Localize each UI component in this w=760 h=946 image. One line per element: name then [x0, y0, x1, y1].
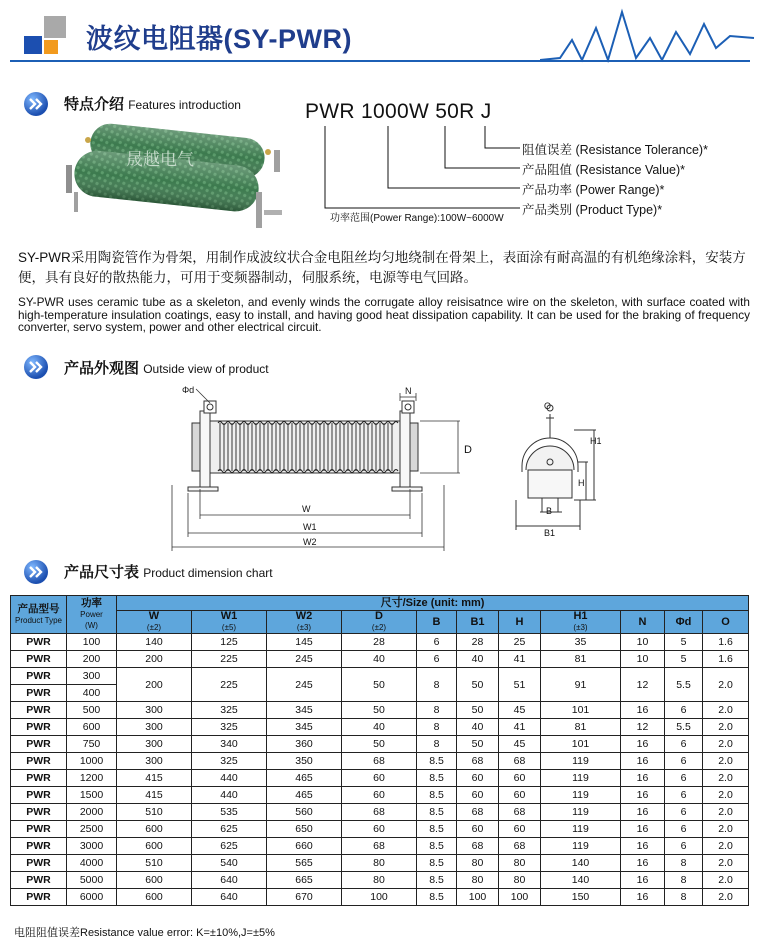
- cell-value: 350: [267, 753, 342, 770]
- dimension-title-en: Product dimension chart: [143, 566, 273, 580]
- cell-value: 510: [117, 804, 192, 821]
- cell-value: 16: [621, 889, 665, 906]
- header-col-name: O: [721, 615, 730, 628]
- cell-value: 200: [117, 668, 192, 702]
- cell-value: 6: [665, 787, 703, 804]
- cell-value: 8.5: [417, 787, 457, 804]
- cell-power: 5000: [67, 872, 117, 889]
- cell-value: 68: [457, 804, 499, 821]
- cell-type: PWR: [11, 685, 67, 702]
- cell-type: PWR: [11, 634, 67, 651]
- cell-value: 40: [457, 651, 499, 668]
- cell-power: 300: [67, 668, 117, 685]
- cell-value: 2.0: [703, 855, 749, 872]
- cell-value: 2.0: [703, 668, 749, 702]
- cell-value: 225: [192, 668, 267, 702]
- cell-value: 125: [192, 634, 267, 651]
- cell-value: 8: [417, 736, 457, 753]
- label-resistance-tolerance: 阻值误差 (Resistance Tolerance)*: [522, 143, 708, 157]
- cell-value: 600: [117, 821, 192, 838]
- header-col-4: [417, 611, 457, 634]
- label-power-range: 产品功率 (Power Range)*: [522, 183, 665, 197]
- cell-value: 8: [417, 668, 457, 702]
- cell-value: 119: [541, 838, 621, 855]
- cell-value: 2.0: [703, 753, 749, 770]
- cell-value: 360: [267, 736, 342, 753]
- dimension-title-cn: 产品尺寸表: [64, 564, 140, 581]
- cell-value: 535: [192, 804, 267, 821]
- cell-value: 625: [192, 821, 267, 838]
- cell-value: 50: [342, 702, 417, 719]
- cell-value: 6: [665, 736, 703, 753]
- cell-value: 2.0: [703, 736, 749, 753]
- cell-value: 101: [541, 702, 621, 719]
- outside-view-title-cn: 产品外观图: [64, 360, 140, 377]
- dimension-table: [10, 595, 749, 906]
- cell-value: 41: [499, 651, 541, 668]
- cell-value: 2.0: [703, 702, 749, 719]
- cell-value: 5: [665, 634, 703, 651]
- cell-value: 565: [267, 855, 342, 872]
- cell-power: 6000: [67, 889, 117, 906]
- cell-value: 10: [621, 651, 665, 668]
- cell-value: 510: [117, 855, 192, 872]
- chevron-right-icon: [24, 92, 48, 116]
- header-col-tolerance: (±5): [221, 623, 237, 632]
- cell-type: PWR: [11, 838, 67, 855]
- cell-value: 145: [267, 634, 342, 651]
- cell-type: PWR: [11, 719, 67, 736]
- cell-value: 325: [192, 753, 267, 770]
- cell-value: 8: [417, 719, 457, 736]
- cell-value: 80: [342, 855, 417, 872]
- cell-value: 200: [117, 651, 192, 668]
- header-col-name: W1: [220, 610, 238, 622]
- header-col-10: [703, 611, 749, 634]
- cell-value: 600: [117, 872, 192, 889]
- cell-value: 101: [541, 736, 621, 753]
- product-photo: [60, 110, 290, 240]
- dim-label-B1: B1: [544, 528, 556, 538]
- label-product-type: 产品类别 (Product Type)*: [522, 203, 663, 217]
- features-title-en: Features introduction: [128, 98, 241, 112]
- cell-value: 60: [457, 770, 499, 787]
- model-code: PWR 1000W 50R J: [305, 100, 492, 123]
- cell-value: 68: [457, 838, 499, 855]
- cell-type: PWR: [11, 770, 67, 787]
- cell-value: 440: [192, 770, 267, 787]
- dim-label-D: D: [464, 444, 472, 456]
- cell-power: 4000: [67, 855, 117, 872]
- table-row: [11, 804, 749, 821]
- cell-value: 2.0: [703, 838, 749, 855]
- cell-value: 150: [541, 889, 621, 906]
- header-col-tolerance: (±2): [371, 623, 387, 632]
- cell-value: 50: [457, 668, 499, 702]
- cell-value: 8.5: [417, 804, 457, 821]
- cell-value: 345: [267, 719, 342, 736]
- cell-value: 28: [342, 634, 417, 651]
- cell-value: 100: [342, 889, 417, 906]
- cell-type: PWR: [11, 821, 67, 838]
- cell-value: 2.0: [703, 804, 749, 821]
- cell-power: 100: [67, 634, 117, 651]
- dim-label-W: W: [302, 504, 311, 514]
- label-resistance-value: 产品阻值 (Resistance Value)*: [522, 163, 686, 177]
- cell-value: 40: [342, 651, 417, 668]
- cell-value: 6: [665, 821, 703, 838]
- cell-value: 8.5: [417, 855, 457, 872]
- cell-value: 80: [457, 872, 499, 889]
- cell-value: 91: [541, 668, 621, 702]
- cell-value: 60: [457, 787, 499, 804]
- cell-value: 640: [192, 889, 267, 906]
- dim-label-H1: H1: [590, 436, 602, 446]
- cell-value: 41: [499, 719, 541, 736]
- cell-value: 300: [117, 702, 192, 719]
- cell-value: 8: [417, 702, 457, 719]
- cell-value: 68: [457, 753, 499, 770]
- cell-value: 6: [665, 753, 703, 770]
- table-row: [11, 719, 749, 736]
- cell-value: 50: [342, 668, 417, 702]
- dim-label-W1: W1: [303, 522, 317, 532]
- header-size: 尺寸/Size (unit: mm): [117, 596, 749, 611]
- table-row: [11, 770, 749, 787]
- cell-value: 119: [541, 753, 621, 770]
- header-col-2: [267, 611, 342, 634]
- page-title: 波纹电阻器(SY-PWR): [86, 24, 352, 54]
- cell-value: 60: [457, 821, 499, 838]
- header-col-name: B: [432, 615, 441, 628]
- cell-value: 1.6: [703, 651, 749, 668]
- table-row: [11, 736, 749, 753]
- cell-value: 119: [541, 787, 621, 804]
- cell-value: 300: [117, 753, 192, 770]
- cell-value: 28: [457, 634, 499, 651]
- cell-type: PWR: [11, 804, 67, 821]
- cell-type: PWR: [11, 753, 67, 770]
- header-power: [67, 596, 117, 634]
- cell-value: 68: [499, 838, 541, 855]
- cell-type: PWR: [11, 651, 67, 668]
- cell-value: 8: [665, 872, 703, 889]
- cell-value: 415: [117, 787, 192, 804]
- outside-view-title: [64, 357, 269, 378]
- cell-value: 660: [267, 838, 342, 855]
- cell-value: 1.6: [703, 634, 749, 651]
- cell-value: 16: [621, 770, 665, 787]
- cell-value: 40: [342, 719, 417, 736]
- outside-view-title-en: Outside view of product: [143, 362, 269, 376]
- header-col-3: [342, 611, 417, 634]
- cell-value: 68: [499, 753, 541, 770]
- cell-value: 100: [457, 889, 499, 906]
- cell-value: 16: [621, 821, 665, 838]
- cell-value: 8: [665, 889, 703, 906]
- dim-label-B: B: [546, 506, 553, 516]
- chevron-right-icon: [24, 355, 48, 379]
- cell-type: PWR: [11, 889, 67, 906]
- cell-value: 16: [621, 855, 665, 872]
- cell-value: 68: [342, 804, 417, 821]
- cell-value: 45: [499, 736, 541, 753]
- cell-value: 415: [117, 770, 192, 787]
- cell-power: 600: [67, 719, 117, 736]
- cell-value: 16: [621, 838, 665, 855]
- table-row: [11, 855, 749, 872]
- header-product-type-en: Product Type: [15, 615, 62, 625]
- cell-value: 340: [192, 736, 267, 753]
- cell-value: 560: [267, 804, 342, 821]
- header-col-name: D: [375, 610, 383, 622]
- cell-type: PWR: [11, 855, 67, 872]
- cell-value: 35: [541, 634, 621, 651]
- table-row: [11, 651, 749, 668]
- cell-value: 50: [342, 736, 417, 753]
- cell-value: 81: [541, 651, 621, 668]
- table-row: [11, 702, 749, 719]
- cell-value: 8.5: [417, 821, 457, 838]
- dim-label-phid: Φd: [182, 385, 195, 395]
- cell-power: 1200: [67, 770, 117, 787]
- header-product-type-cn: 产品型号: [17, 602, 60, 615]
- cell-value: 140: [117, 634, 192, 651]
- table-row: [11, 634, 749, 651]
- cell-value: 50: [457, 702, 499, 719]
- cell-value: 6: [665, 804, 703, 821]
- description-cn: SY-PWR采用陶瓷管作为骨架，用制作成波纹状合金电阻丝均匀地绕制在骨架上，表面涂有耐高温的有机绝缘涂料，安装方便，具有良好的散热能力，可用于变频器制动，伺服系统，电源等电气回路。: [18, 250, 746, 285]
- description-en: SY-PWR uses ceramic tube as a skeleton, and evenly winds the corrugate alloy reisisatnce wire on the skeleton, with surface coated with high-temperature insulation coatings, easy to install, and having good heat dissipation capability. It can be used for the braking of frequency converter, servo system, power and other electrical circuit.: [18, 295, 750, 334]
- cell-value: 600: [117, 889, 192, 906]
- dim-label-N: N: [405, 386, 412, 396]
- cell-value: 16: [621, 787, 665, 804]
- header-col-name: W2: [295, 610, 313, 622]
- header-col-name: N: [638, 615, 647, 628]
- header-col-name: Φd: [675, 615, 692, 628]
- cell-type: PWR: [11, 736, 67, 753]
- cell-value: 6: [665, 702, 703, 719]
- cell-value: 51: [499, 668, 541, 702]
- cell-value: 440: [192, 787, 267, 804]
- header-product-type: [11, 596, 67, 634]
- cell-value: 8.5: [417, 753, 457, 770]
- cell-value: 325: [192, 719, 267, 736]
- cell-power: 400: [67, 685, 117, 702]
- cell-value: 245: [267, 651, 342, 668]
- header-col-8: [621, 611, 665, 634]
- cell-value: 8.5: [417, 889, 457, 906]
- cell-value: 2.0: [703, 719, 749, 736]
- header-col-tolerance: (±3): [296, 623, 312, 632]
- cell-value: 10: [621, 634, 665, 651]
- cell-value: 670: [267, 889, 342, 906]
- model-code-leaders: [300, 124, 525, 216]
- cell-value: 12: [621, 668, 665, 702]
- cell-value: 325: [192, 702, 267, 719]
- cell-power: 2000: [67, 804, 117, 821]
- cell-value: 625: [192, 838, 267, 855]
- cell-value: 465: [267, 770, 342, 787]
- cell-value: 16: [621, 736, 665, 753]
- dimension-title: [64, 561, 273, 582]
- cell-value: 80: [342, 872, 417, 889]
- table-row: [11, 889, 749, 906]
- end-view-drawing: [510, 400, 610, 540]
- header-col-0: [117, 611, 192, 634]
- header-power-cn: 功率: [81, 597, 102, 609]
- cell-value: 650: [267, 821, 342, 838]
- cell-type: PWR: [11, 668, 67, 685]
- cell-value: 8: [665, 855, 703, 872]
- header-col-name: W: [148, 610, 160, 622]
- cell-value: 68: [499, 804, 541, 821]
- cell-value: 300: [117, 736, 192, 753]
- cell-value: 6: [665, 838, 703, 855]
- chevron-right-icon: [24, 560, 48, 584]
- dim-label-W2: W2: [303, 537, 317, 547]
- header-col-tolerance: (±2): [146, 623, 162, 632]
- cell-value: 60: [342, 787, 417, 804]
- cell-value: 68: [342, 753, 417, 770]
- cell-value: 8.5: [417, 872, 457, 889]
- cell-power: 1500: [67, 787, 117, 804]
- header-col-name: H: [515, 615, 524, 628]
- table-row: [11, 838, 749, 855]
- cell-value: 60: [499, 787, 541, 804]
- table-row: [11, 872, 749, 889]
- cell-value: 12: [621, 719, 665, 736]
- cell-power: 200: [67, 651, 117, 668]
- header-col-9: [665, 611, 703, 634]
- cell-value: 300: [117, 719, 192, 736]
- header-col-6: [499, 611, 541, 634]
- cell-value: 5: [665, 651, 703, 668]
- cell-value: 5.5: [665, 719, 703, 736]
- features-title-cn: 特点介绍: [64, 96, 125, 113]
- cell-value: 119: [541, 804, 621, 821]
- cell-value: 140: [541, 855, 621, 872]
- cell-value: 45: [499, 702, 541, 719]
- cell-type: PWR: [11, 702, 67, 719]
- cell-value: 2.0: [703, 889, 749, 906]
- cell-value: 8.5: [417, 770, 457, 787]
- header-col-name: B1: [470, 615, 485, 628]
- cell-value: 2.0: [703, 872, 749, 889]
- cell-value: 6: [417, 651, 457, 668]
- header-wave-decoration: [540, 8, 756, 64]
- cell-value: 2.0: [703, 770, 749, 787]
- watermark-text: 晟越电气: [126, 150, 194, 170]
- cell-value: 60: [342, 770, 417, 787]
- cell-value: 2.0: [703, 821, 749, 838]
- cell-value: 140: [541, 872, 621, 889]
- cell-value: 2.0: [703, 787, 749, 804]
- header-col-tolerance: (±3): [573, 623, 588, 632]
- resistance-error-footnote: 电阻阻值误差Resistance value error: K=±10%,J=±5%: [14, 927, 275, 939]
- cell-value: 60: [342, 821, 417, 838]
- cell-value: 5.5: [665, 668, 703, 702]
- power-range-note: 功率范围(Power Range):100W~6000W: [330, 213, 504, 224]
- cell-value: 225: [192, 651, 267, 668]
- dim-label-H: H: [578, 478, 585, 488]
- cell-value: 40: [457, 719, 499, 736]
- cell-type: PWR: [11, 872, 67, 889]
- cell-value: 245: [267, 668, 342, 702]
- cell-value: 16: [621, 702, 665, 719]
- header-col-1: [192, 611, 267, 634]
- cell-value: 119: [541, 821, 621, 838]
- cell-value: 665: [267, 872, 342, 889]
- cell-value: 6: [417, 634, 457, 651]
- cell-value: 8.5: [417, 838, 457, 855]
- cell-value: 16: [621, 872, 665, 889]
- header-col-7: [541, 611, 621, 634]
- cell-type: PWR: [11, 787, 67, 804]
- table-row: [11, 668, 749, 685]
- cell-power: 750: [67, 736, 117, 753]
- cell-value: 50: [457, 736, 499, 753]
- cell-value: 16: [621, 804, 665, 821]
- cell-value: 25: [499, 634, 541, 651]
- table-row: [11, 787, 749, 804]
- cell-value: 81: [541, 719, 621, 736]
- cell-value: 16: [621, 753, 665, 770]
- cell-value: 640: [192, 872, 267, 889]
- table-row: [11, 821, 749, 838]
- cell-value: 80: [457, 855, 499, 872]
- cell-power: 3000: [67, 838, 117, 855]
- header-col-name: H1: [573, 610, 588, 622]
- cell-power: 2500: [67, 821, 117, 838]
- cell-value: 345: [267, 702, 342, 719]
- cell-value: 540: [192, 855, 267, 872]
- dim-label-O: O: [544, 401, 552, 411]
- cell-value: 100: [499, 889, 541, 906]
- cell-value: 60: [499, 770, 541, 787]
- cell-value: 80: [499, 872, 541, 889]
- cell-value: 80: [499, 855, 541, 872]
- header-power-unit: (W): [85, 621, 98, 630]
- cell-value: 465: [267, 787, 342, 804]
- table-row: [11, 753, 749, 770]
- cell-value: 6: [665, 770, 703, 787]
- cell-value: 60: [499, 821, 541, 838]
- header-col-5: [457, 611, 499, 634]
- cell-value: 600: [117, 838, 192, 855]
- cell-value: 119: [541, 770, 621, 787]
- header-power-en: Power: [80, 610, 103, 619]
- cell-power: 500: [67, 702, 117, 719]
- header-divider: [10, 60, 750, 62]
- cell-power: 1000: [67, 753, 117, 770]
- cell-value: 68: [342, 838, 417, 855]
